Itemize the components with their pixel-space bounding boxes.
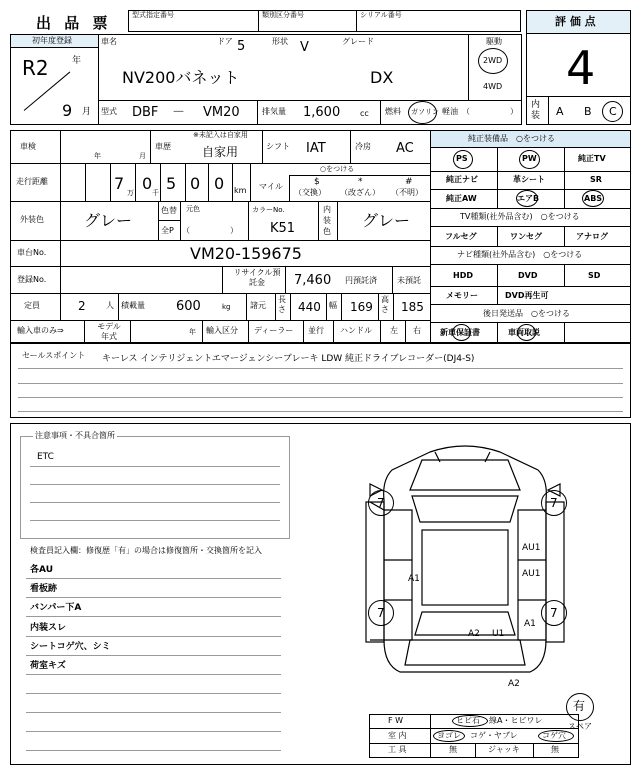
nav-dvd-play: DVD再生可 [505, 291, 549, 300]
interior-b: B [584, 105, 592, 118]
diag-rear-u1: U1 [492, 629, 505, 639]
spare-value: 有 [573, 699, 586, 713]
car-body-diagram [360, 440, 570, 690]
recycle-status: 未預託 [397, 276, 421, 285]
capacity-label: 定員 [24, 301, 40, 310]
equip-pw-circle [519, 150, 540, 169]
fw-label: F W [388, 716, 404, 725]
tool-3: 無 [551, 745, 559, 754]
reg-month: 9 [62, 101, 73, 120]
inspector-line-5: シートコゲ穴、シミ [30, 642, 111, 652]
handle-right: 右 [413, 326, 421, 335]
tv-title: TV種類(社外品含む) ○をつける [460, 212, 580, 221]
post-manual-circle [517, 324, 536, 341]
equip-aw: 純正AW [446, 194, 477, 203]
type-no-label: 型式指定番号 [132, 11, 174, 19]
mileage-digit-3: 5 [166, 174, 177, 193]
serial-label: シリアル番号 [360, 11, 402, 19]
import-label: 輸入車のみ⇒ [17, 326, 64, 335]
fuel-label: 燃料 [385, 107, 401, 116]
sales-point-text: キーレス インテリジェントエマージェンシーブレーキ LDW 純正ドライブレコーダー(DJ4-S) [102, 354, 475, 364]
tire-fr: 7 [550, 496, 558, 510]
mark-tamper: * [358, 177, 363, 187]
diag-right-au1b: AU1 [522, 569, 541, 579]
first-reg-label: 初年度登録 [32, 36, 72, 45]
model-label: 型式 [101, 107, 117, 116]
import-dealer: ディーラー [254, 326, 294, 335]
equip-abs-circle [582, 190, 604, 207]
sales-point-label: セールスポイント [22, 351, 86, 360]
equip-sr: SR [590, 175, 602, 184]
mileage-digit-4: 0 [190, 174, 201, 193]
room-opt-2: コゲ・ヤブレ [470, 731, 518, 740]
post-warranty: 新車保証書 [440, 328, 480, 337]
color-label: 外装色 [20, 215, 44, 224]
model-prefix: DBF [132, 105, 159, 120]
model-year-label: モデル年式 [97, 322, 121, 341]
fw-circle [452, 715, 488, 727]
load-value: 600 [176, 299, 201, 314]
grade: DX [370, 68, 394, 87]
room-label: 室 内 [388, 731, 407, 740]
header-number-box [128, 10, 521, 32]
nav-sd: SD [588, 271, 601, 280]
shape-label: 形状 [272, 37, 288, 46]
doors: 5 [237, 39, 246, 54]
notes-line-1: ETC [37, 452, 54, 462]
mark-unknown-label: （不明） [391, 188, 423, 197]
spare-label: スペア [568, 722, 592, 731]
reg-year-unit: 年 [72, 56, 82, 66]
width-label: 幅 [329, 301, 337, 310]
tool-2: ジャッキ [488, 745, 520, 754]
ac-value: AC [396, 141, 414, 156]
handle-left: 左 [390, 326, 398, 335]
inspector-line-2: 看板跡 [30, 584, 58, 594]
inspector-line-1: 各AU [30, 565, 53, 575]
equip-ps: PS [456, 154, 468, 163]
reg-month-unit: 月 [82, 107, 92, 117]
mark-tamper-label: （改ざん） [340, 188, 380, 197]
interior-c: C [609, 105, 617, 118]
chassis-value: VM20-159675 [190, 244, 302, 263]
diag-right-au1: AU1 [522, 543, 541, 553]
mileage-digit-5: 0 [214, 174, 225, 193]
class-no-label: 類別区分番号 [262, 11, 304, 19]
car-name: NV200バネット [122, 68, 240, 87]
inspector-line-3: バンパー下A [30, 603, 82, 613]
shift-label: シフト [266, 142, 290, 151]
nav-hdd: HDD [453, 271, 473, 280]
diag-left-a1: A1 [408, 574, 420, 584]
diag-bumper-a2: A2 [508, 679, 520, 689]
tire-fl: 7 [377, 496, 385, 510]
tire-rl: 7 [377, 606, 385, 620]
all-paint-paren: （ ） [182, 226, 238, 235]
mark-swap: $ [314, 177, 320, 187]
height-label: 高さ [381, 295, 389, 314]
length-value: 440 [298, 300, 321, 314]
color-code-label: カラーNo. [252, 206, 285, 214]
spec-label: 諸元 [250, 301, 266, 310]
tv-oneseg: ワンセグ [510, 232, 542, 241]
notes-box [20, 436, 290, 539]
use-value: 自家用 [202, 145, 239, 159]
mark-note: ○をつける [320, 165, 355, 173]
orig-color-label: 元色 [186, 205, 200, 213]
tv-analog: アナログ [576, 232, 608, 241]
mileage-sen: 千 [152, 189, 159, 197]
color-change-label: 色替 [161, 206, 177, 215]
fw-opt-1: ヒビ石 [456, 716, 480, 725]
room-circle-1 [433, 730, 465, 742]
room-circle-2 [538, 730, 574, 742]
interior-c-circle [602, 101, 623, 122]
length-label: 長さ [278, 295, 286, 314]
cc-unit: cc [360, 109, 369, 118]
drive-2wd: 2WD [483, 56, 503, 65]
mileage-man: 万 [127, 189, 134, 197]
fuel-gasoline: ガソリン [411, 108, 439, 116]
equip-abs: ABS [584, 194, 603, 203]
model: VM20 [203, 105, 240, 120]
tv-fullseg: フルセグ [445, 232, 477, 241]
score-value: 4 [566, 41, 596, 95]
reg-era: R2 [22, 56, 49, 80]
nav-title: ナビ種類(社外品含む) ○をつける [457, 250, 583, 259]
equip-pw: PW [522, 154, 537, 163]
post-manual: 車両取説 [508, 328, 540, 337]
model-dash: － [172, 105, 186, 120]
nav-dvd: DVD [518, 271, 538, 280]
all-paint-label: 全P [161, 226, 174, 235]
mileage-unit: km [234, 186, 247, 195]
equip-leather: 革シート [513, 175, 545, 184]
drive-4wd: 4WD [483, 82, 503, 91]
tool-label: 工 具 [388, 745, 407, 754]
car-name-label: 車名 [101, 37, 117, 46]
color-code: K51 [270, 221, 296, 236]
post-title: 後日発送品 ○をつける [483, 309, 570, 318]
equip-airbag: エアB [517, 194, 540, 203]
form-title: 出 品 票 [36, 14, 112, 32]
use-label: 車歴 [155, 142, 171, 151]
equipment-title: 純正装備品 ○をつける [468, 134, 555, 143]
int-color-value: グレー [362, 211, 411, 230]
ac-label: 冷房 [355, 142, 371, 151]
door-label: ドア [217, 37, 233, 46]
import-parallel: 並行 [308, 326, 324, 335]
equip-tv: 純正TV [578, 154, 606, 163]
post-warranty-circle [452, 324, 471, 341]
capacity-unit: 人 [106, 301, 114, 310]
diag-rear-a2: A2 [468, 629, 480, 639]
fuel-circle [408, 101, 437, 124]
light-oil-paren: （ ） [462, 107, 518, 116]
inspector-title: 検査員記入欄：修復歴「有」の場合は修復箇所・交換箇所を記入 [30, 546, 262, 555]
nav-memory: メモリー [446, 291, 478, 300]
int-color-label: 内装色 [323, 205, 331, 236]
load-unit: kg [222, 303, 231, 311]
shift-value: IAT [306, 141, 326, 156]
equip-ps-circle [453, 150, 473, 169]
load-label: 積載量 [121, 301, 145, 310]
capacity-value: 2 [78, 299, 86, 313]
import-cat-label: 輸入区分 [206, 326, 238, 335]
drive-label: 駆動 [486, 37, 502, 46]
light-oil-label: 軽油 [442, 107, 458, 116]
use-note: ※未記入は自家用 [193, 131, 248, 139]
mark-unknown: # [405, 177, 413, 187]
diag-right-a1: A1 [524, 619, 536, 629]
recycle-label: リサイクル預託金 [233, 268, 281, 287]
grade-label: グレード [342, 37, 374, 46]
import-year-unit: 年 [189, 328, 196, 336]
room-opt-3: コゲ穴 [542, 731, 566, 740]
handle-label: ハンドル [340, 326, 372, 335]
inspection-label: 車検 [20, 142, 36, 151]
recycle-unit: 円預託済 [345, 276, 377, 285]
width-value: 169 [350, 300, 373, 314]
registry-label: 登録No. [17, 275, 47, 284]
equip-navi: 純正ナビ [446, 175, 478, 184]
inspection-year-unit: 年 [94, 152, 101, 160]
cc-value: 1,600 [303, 105, 341, 120]
chassis-label: 車台No. [17, 248, 47, 257]
drive-2wd-circle [478, 48, 508, 74]
height-value: 185 [401, 300, 424, 314]
color-value: グレー [84, 211, 133, 230]
recycle-value: 7,460 [294, 273, 332, 288]
mileage-digit-1: 7 [114, 174, 125, 193]
room-opt-1: ヨゴレ [437, 731, 461, 740]
inspector-line-6: 荷室キズ [30, 661, 66, 671]
interior-a: A [556, 105, 564, 118]
inspector-line-4: 内装スレ [30, 623, 67, 633]
fw-opt-2: 線A・ヒビワレ [489, 716, 543, 725]
equip-airbag-circle [516, 190, 538, 207]
tool-1: 無 [449, 745, 457, 754]
mark-swap-label: （交換） [294, 188, 326, 197]
tire-rr: 7 [550, 606, 558, 620]
score-label: 評 価 点 [555, 15, 596, 28]
shape: V [300, 40, 309, 55]
notes-title: 注意事項・不具合箇所 [35, 431, 115, 440]
mileage-digit-2: 0 [142, 174, 153, 193]
cc-label: 排気量 [262, 107, 286, 116]
mile-label: マイル [259, 182, 283, 191]
mileage-label: 走行距離 [16, 177, 48, 186]
interior-label: 内装 [531, 100, 541, 121]
inspection-month-unit: 月 [139, 152, 146, 160]
